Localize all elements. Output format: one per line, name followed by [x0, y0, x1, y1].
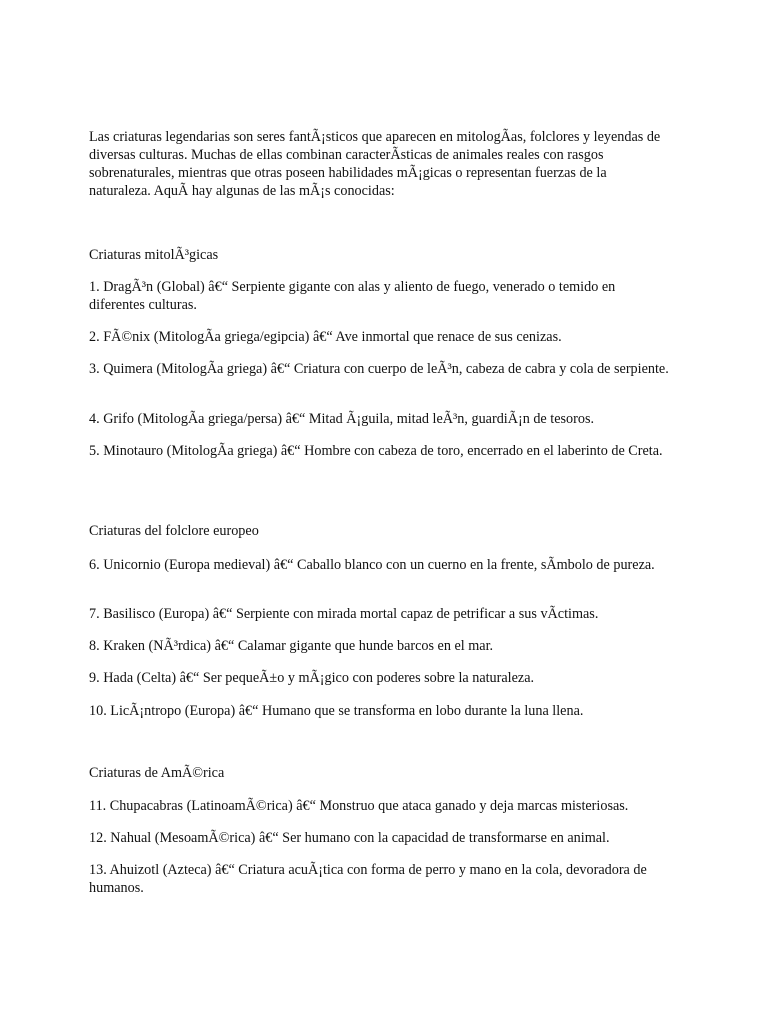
intro-paragraph: Las criaturas legendarias son seres fantÃ¡sticos que aparecen en mitologÃas, folclores y leyendas de diversas culturas. Muchas de ellas combinan caracterÃsticas de animales reales con rasgos sobrenaturales, mientras que otras poseen habilidades mÃ¡gicas o representan fuerzas de la naturaleza. AquÃ hay algunas de las mÃ¡s conocidas:	[89, 129, 661, 199]
section-heading-america: Criaturas de AmÃ©rica	[89, 765, 225, 781]
list-item: 13. Ahuizotl (Azteca) â€“ Criatura acuÃ¡tica con forma de perro y mano en la cola, devoradora de humanos.	[89, 862, 647, 896]
list-item: 12. Nahual (MesoamÃ©rica) â€“ Ser humano con la capacidad de transformarse en animal.	[89, 830, 610, 846]
list-item: 7. Basilisco (Europa) â€“ Serpiente con mirada mortal capaz de petrificar a sus vÃctimas.	[89, 606, 599, 622]
list-item: 5. Minotauro (MitologÃa griega) â€“ Hombre con cabeza de toro, encerrado en el laberinto de Creta.	[89, 443, 663, 459]
list-item: 8. Kraken (NÃ³rdica) â€“ Calamar gigante que hunde barcos en el mar.	[89, 638, 494, 654]
list-item: 1. DragÃ³n (Global) â€“ Serpiente gigante con alas y aliento de fuego, venerado o temido en diferentes culturas.	[89, 279, 616, 313]
section-heading-mitologicas: Criaturas mitolÃ³gicas	[89, 247, 219, 263]
section-heading-folclore-europeo: Criaturas del folclore europeo	[89, 523, 259, 539]
list-item: 9. Hada (Celta) â€“ Ser pequeÃ±o y mÃ¡gico con poderes sobre la naturaleza.	[89, 670, 535, 686]
list-item: 3. Quimera (MitologÃa griega) â€“ Criatura con cuerpo de leÃ³n, cabeza de cabra y cola de serpiente.	[89, 361, 669, 377]
list-item: 10. LicÃ¡ntropo (Europa) â€“ Humano que se transforma en lobo durante la luna llena.	[89, 703, 584, 719]
list-item: 4. Grifo (MitologÃa griega/persa) â€“ Mitad Ã¡guila, mitad leÃ³n, guardiÃ¡n de tesoros.	[89, 411, 595, 427]
list-item: 2. FÃ©nix (MitologÃa griega/egipcia) â€“ Ave inmortal que renace de sus cenizas.	[89, 329, 562, 345]
list-item: 6. Unicornio (Europa medieval) â€“ Caballo blanco con un cuerno en la frente, sÃmbolo de pureza.	[89, 557, 655, 573]
list-item: 11. Chupacabras (LatinoamÃ©rica) â€“ Monstruo que ataca ganado y deja marcas misteriosas.	[89, 798, 629, 814]
